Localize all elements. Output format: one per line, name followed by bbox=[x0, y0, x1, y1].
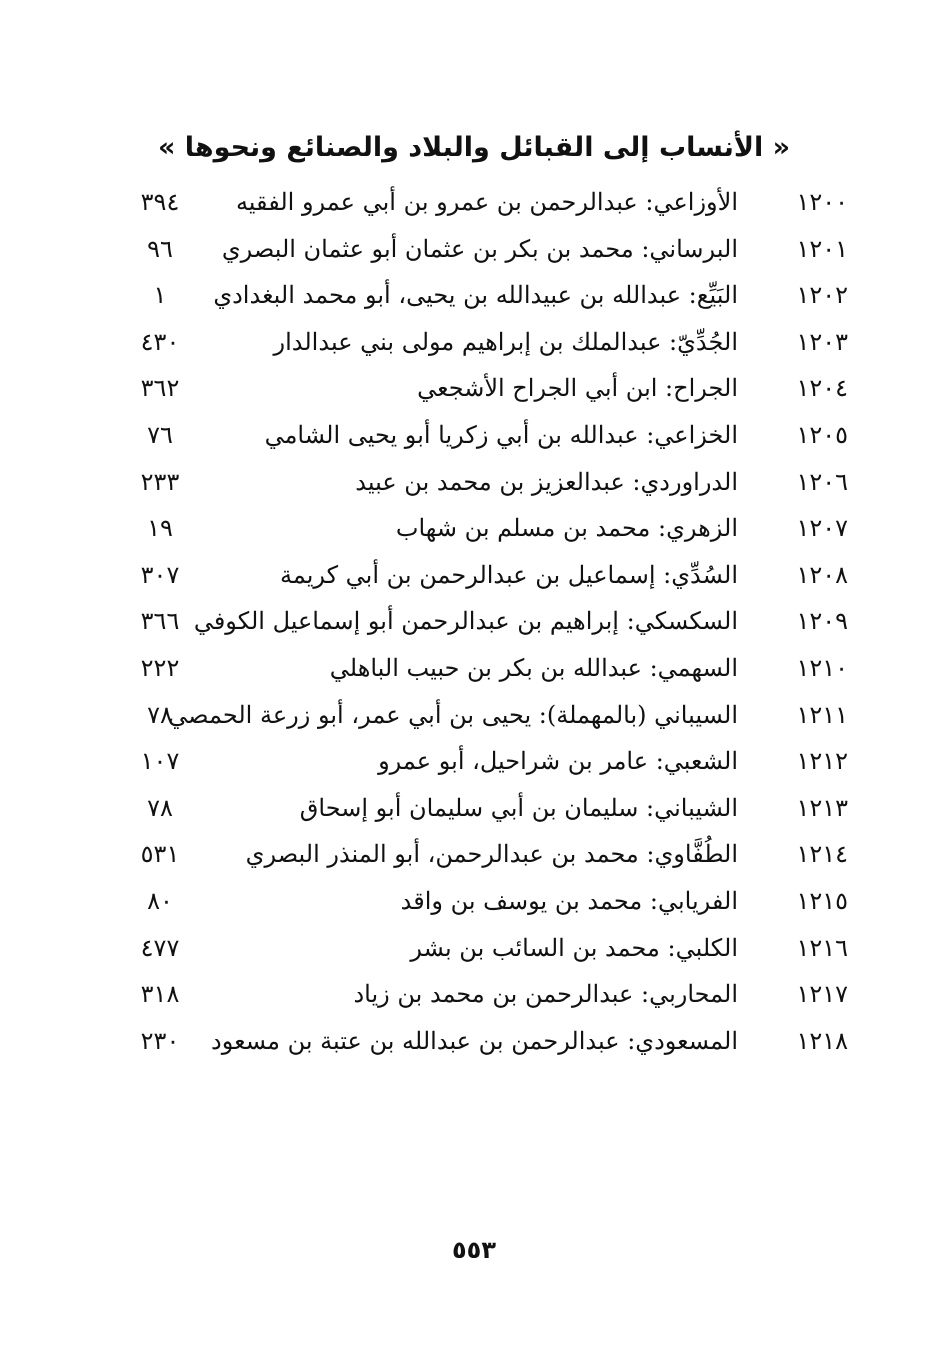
entry-name: المحاربي: عبدالرحمن بن محمد بن زياد bbox=[353, 980, 738, 1009]
entries-list bbox=[0, 178, 948, 1063]
entry-page-ref: ٤٧٧ bbox=[140, 933, 180, 962]
entry-name: السيباني (بالمهملة): يحيى بن أبي عمر، أبو زرعة الحمصي bbox=[168, 700, 738, 729]
entry-page-ref: ٥٣١ bbox=[140, 840, 180, 869]
entry-page-ref: ٣٩٤ bbox=[140, 188, 180, 216]
entry-number: ١٢١٦ bbox=[796, 933, 848, 962]
entry-page-ref: ٢٢٢ bbox=[140, 653, 180, 682]
entry-name: الدراوردي: عبدالعزيز بن محمد بن عبيد bbox=[355, 467, 738, 496]
entry-page-ref: ٢٣٠ bbox=[140, 1026, 180, 1055]
entry-name: الزهري: محمد بن مسلم بن شهاب bbox=[395, 514, 738, 543]
entry-page-ref: ٣٠٧ bbox=[140, 560, 180, 589]
entry-number: ١٢٠٩ bbox=[796, 607, 848, 636]
entry-page-ref: ٤٣٠ bbox=[140, 327, 180, 356]
entry-page-ref: ١٠٧ bbox=[140, 747, 180, 776]
entry-name: الأوزاعي: عبدالرحمن بن عمرو بن أبي عمرو الفقيه bbox=[235, 188, 738, 216]
list-item bbox=[0, 178, 948, 225]
entry-number: ١٢٠٢ bbox=[796, 281, 848, 310]
entry-number: ١٢١٧ bbox=[796, 980, 848, 1009]
entry-page-ref: ١ bbox=[153, 281, 167, 310]
entry-page-ref: ٣٦٦ bbox=[140, 607, 180, 636]
entry-name: الفريابي: محمد بن يوسف بن واقد bbox=[400, 886, 738, 915]
section-heading: « الأنساب إلى القبائل والبلاد والصنائع ونحوها » bbox=[157, 132, 791, 163]
list-item bbox=[0, 225, 948, 272]
entry-number: ١٢٠٨ bbox=[796, 560, 848, 589]
list-item bbox=[0, 318, 948, 365]
entry-number: ١٢٠٣ bbox=[796, 327, 848, 356]
list-item bbox=[0, 830, 948, 877]
list-item bbox=[0, 271, 948, 318]
entry-page-ref: ٢٣٣ bbox=[140, 467, 180, 496]
entry-name: السكسكي: إبراهيم بن عبدالرحمن أبو إسماعيل الكوفي bbox=[193, 607, 738, 636]
entry-page-ref: ٧٦ bbox=[147, 420, 173, 449]
list-item bbox=[0, 364, 948, 411]
list-item bbox=[0, 924, 948, 971]
entry-name: البرساني: محمد بن بكر بن عثمان أبو عثمان البصري bbox=[221, 234, 738, 263]
entry-number: ١٢٠٥ bbox=[796, 420, 848, 449]
entry-page-ref: ١٩ bbox=[147, 514, 173, 543]
entry-page-ref: ٣٦٢ bbox=[140, 374, 180, 403]
entry-name: الشعبي: عامر بن شراحيل، أبو عمرو bbox=[378, 747, 738, 776]
entry-number: ١٢٠١ bbox=[796, 234, 848, 263]
entry-name: الجراح: ابن أبي الجراح الأشجعي bbox=[417, 374, 738, 403]
entry-name: الشيباني: سليمان بن أبي سليمان أبو إسحاق bbox=[299, 793, 738, 822]
list-item bbox=[0, 691, 948, 738]
entry-page-ref: ٧٨ bbox=[147, 700, 173, 729]
list-item bbox=[0, 784, 948, 831]
entry-number: ١٢١٨ bbox=[796, 1026, 848, 1055]
entry-name: المسعودي: عبدالرحمن بن عبدالله بن عتبة بن مسعود bbox=[211, 1026, 738, 1055]
entry-name: الخزاعي: عبدالله بن أبي زكريا أبو يحيى الشامي bbox=[264, 420, 738, 449]
entry-number: ١٢٠٦ bbox=[796, 467, 848, 496]
page-number: ٥٥٣ bbox=[452, 1236, 496, 1264]
entry-name: البَيِّع: عبدالله بن عبيدالله بن يحيى، أبو محمد البغدادي bbox=[213, 281, 738, 310]
list-item bbox=[0, 411, 948, 458]
entry-number: ١٢١٢ bbox=[796, 747, 848, 776]
entry-number: ١٢١٥ bbox=[796, 886, 848, 915]
list-item bbox=[0, 737, 948, 784]
entry-name: الجُدِّيّ: عبدالملك بن إبراهيم مولى بني عبدالدار bbox=[273, 327, 738, 356]
entry-number: ١٢١١ bbox=[796, 700, 848, 729]
list-item bbox=[0, 1017, 948, 1064]
entry-name: السُدِّي: إسماعيل بن عبدالرحمن بن أبي كريمة bbox=[279, 560, 738, 589]
list-item bbox=[0, 504, 948, 551]
entry-name: الكلبي: محمد بن السائب بن بشر bbox=[410, 933, 738, 962]
entry-page-ref: ٩٦ bbox=[147, 234, 173, 263]
list-item bbox=[0, 877, 948, 924]
entry-page-ref: ٣١٨ bbox=[140, 980, 180, 1009]
list-item bbox=[0, 458, 948, 505]
list-item bbox=[0, 644, 948, 691]
entry-number: ١٢٠٠ bbox=[796, 188, 848, 216]
entry-name: الطُفَّاوي: محمد بن عبدالرحمن، أبو المنذر البصري bbox=[245, 840, 738, 869]
entry-number: ١٢١٣ bbox=[796, 793, 848, 822]
list-item bbox=[0, 597, 948, 644]
entry-number: ١٢١٠ bbox=[796, 653, 848, 682]
list-item bbox=[0, 970, 948, 1017]
list-item bbox=[0, 551, 948, 598]
entry-name: السهمي: عبدالله بن بكر بن حبيب الباهلي bbox=[329, 653, 738, 682]
entry-number: ١٢٠٤ bbox=[796, 374, 848, 403]
entry-page-ref: ٨٠ bbox=[147, 886, 173, 915]
entry-number: ١٢١٤ bbox=[796, 840, 848, 869]
entry-page-ref: ٧٨ bbox=[147, 793, 173, 822]
entry-number: ١٢٠٧ bbox=[796, 514, 848, 543]
